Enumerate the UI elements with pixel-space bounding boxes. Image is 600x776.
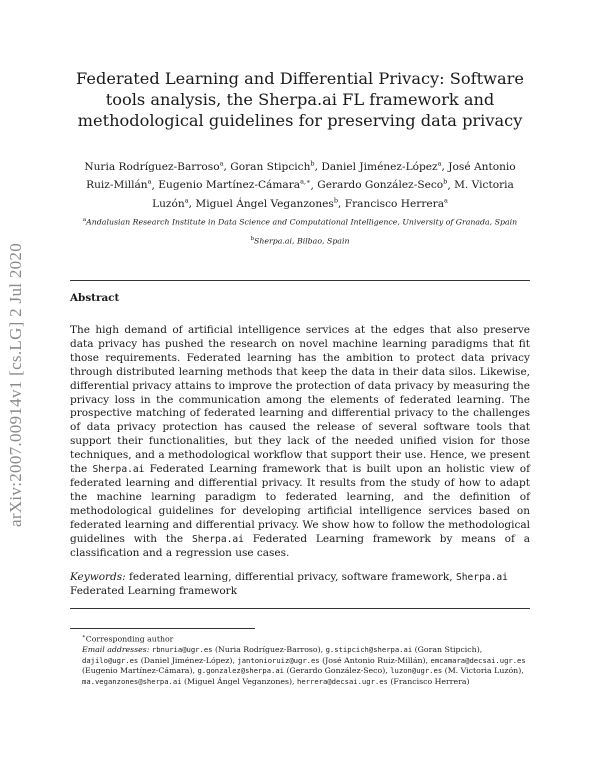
email-link[interactable]: g.gonzalez@sherpa.ai xyxy=(197,666,285,676)
author: Gerardo González-Seco$^b$ xyxy=(317,177,448,192)
author: Nuria Rodríguez-Barroso$^a$ xyxy=(84,159,224,173)
corresponding-author-note: ∗Corresponding author xyxy=(82,634,174,644)
email-link[interactable]: herrera@decsai.ugr.es xyxy=(297,676,388,686)
affiliation-b: $^b$Sherpa.ai, Bilbao, Spain xyxy=(250,236,350,246)
author: Goran Stipcich$^b$ xyxy=(230,159,315,173)
email-link[interactable]: jantonioruiz@ugr.es xyxy=(237,655,320,665)
affiliation-a: $^a$Andalusian Research Institute in Data Science and Computational Intelligence, University of Granada, Spain xyxy=(82,217,518,227)
author-list: Nuria Rodríguez-Barroso$^a$, Goran Stipcich$^b$, Daniel Jiménez-López$^a$, José Antonio Ruiz-Millán$^a$, Eugenio Martínez-Cámara$^{a,∗}$, Gerardo González-Seco$^b$, M. Victoria Luzón$^a$, Miguel Ángel Veganzones$^b$, Francisco Herrera$^a$ xyxy=(84,159,516,210)
footnote-rule xyxy=(70,628,255,629)
abstract-body: The high demand of artificial intelligence services at the edges that also preserve data privacy has pushed the research on novel machine learning paradigms that fit those requirements. Federated learning has the ambition to protect data privacy through distributed learning methods that keep the data in their data silos. Likewise, differential privacy attains to improve the protection of data privacy by measuring the privacy loss in the communication among the elements of federated learning. The prospective matching of federated learning and differential privacy to the challenges of data privacy protection has caused the release of several software tools that support their functionalities, but they lack of the needed unified vision for those techniques, and a methodological workflow that support their use. Hence, we present the Sherpa.ai Federated Learning framework that is built upon an holistic view of federated learning and differential privacy. It results from the study of how to adapt the machine learning paradigm to federated learning, and the definition of methodological guidelines for developing artificial intelligence services based on federated learning and differential privacy. We show how to follow the methodological guidelines with the Sherpa.ai Federated Learning framework by means of a classification and a regression use cases. xyxy=(70,324,530,559)
abstract-heading: Abstract xyxy=(70,292,120,304)
paper-title: Federated Learning and Differential Privacy: Software tools analysis, the Sherpa.ai FL framework and methodological guidelines for preserving data privacy xyxy=(76,69,524,130)
author: Francisco Herrera$^a$ xyxy=(344,196,448,210)
email-addresses: Email addresses: rbnuria@ugr.es (Nuria Rodríguez-Barroso), g.stipcich@sherpa.ai (Goran Stipcich), dajilo@ugr.es (Daniel Jiménez-López), jantonioruiz@ugr.es (José Antonio Ruiz-Millán), emcamara@decsai.ugr.es (Eugenio Martínez-Cámara), g.gonzalez@sherpa.ai (Gerardo González-Seco), luzon@ugr.es (M. Victoria Luzón), ma.veganzones@sherpa.ai (Miguel Ángel Veganzones), herrera@decsai.ugr.es (Francisco Herrera) xyxy=(82,645,526,686)
author: Miguel Ángel Veganzones$^b$ xyxy=(195,196,339,210)
author: Daniel Jiménez-López$^a$ xyxy=(321,159,442,173)
bottom-divider xyxy=(70,608,530,609)
email-link[interactable]: luzon@ugr.es xyxy=(390,666,443,676)
keywords: Keywords: federated learning, differential privacy, software framework, Sherpa.ai Federated Learning framework xyxy=(70,571,508,597)
arxiv-identifier-stamp: arXiv:2007.00914v1 [cs.LG] 2 Jul 2020 xyxy=(6,243,25,528)
author: José Antonio Ruiz-Millán$^a$ xyxy=(86,160,516,192)
email-link[interactable]: rbnuria@ugr.es xyxy=(151,645,213,655)
author: M. Victoria Luzón$^a$ xyxy=(152,179,514,210)
email-link[interactable]: g.stipcich@sherpa.ai xyxy=(325,645,413,655)
author: Eugenio Martínez-Cámara$^{a,∗}$ xyxy=(158,177,311,192)
footnotes xyxy=(70,632,530,688)
email-link[interactable]: ma.veganzones@sherpa.ai xyxy=(82,676,182,686)
top-divider xyxy=(70,280,530,281)
email-link[interactable]: dajilo@ugr.es xyxy=(82,655,139,665)
email-link[interactable]: emcamara@decsai.ugr.es xyxy=(430,655,526,665)
